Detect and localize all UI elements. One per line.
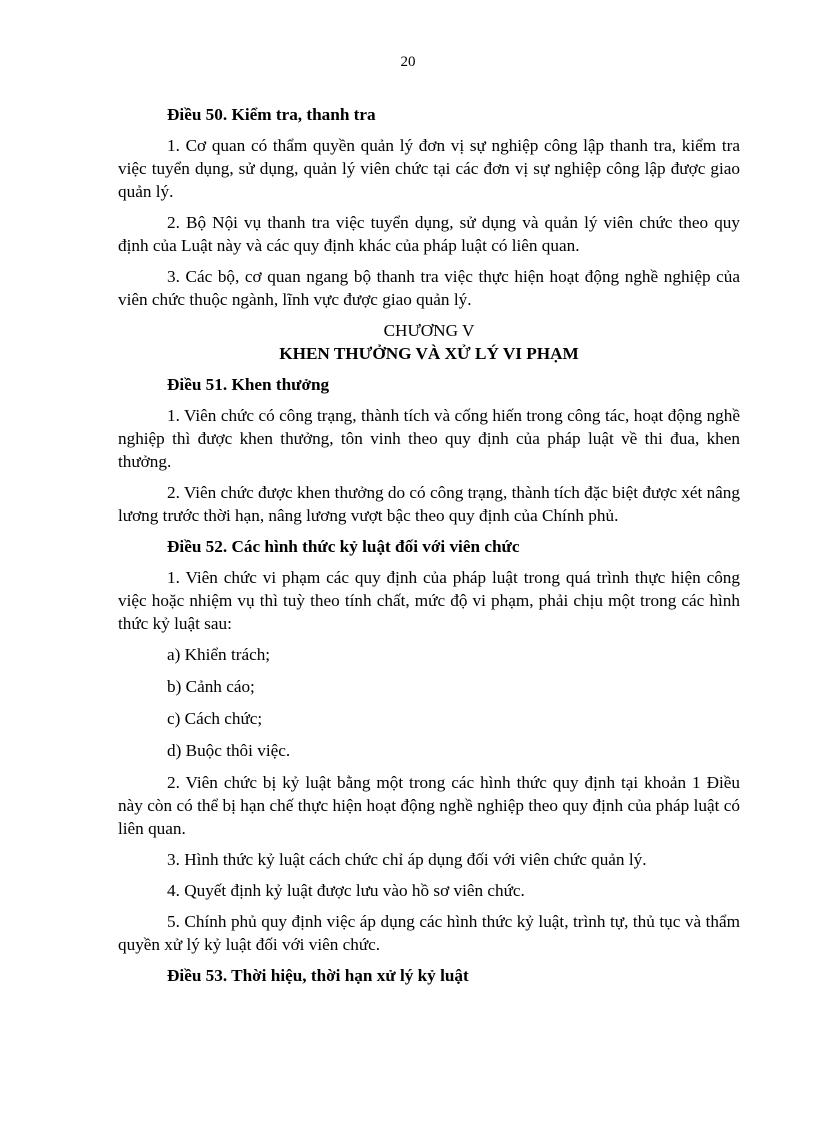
article-50-paragraph-1: 1. Cơ quan có thẩm quyền quản lý đơn vị sự nghiệp công lập thanh tra, kiểm tra việc tuyển dụng, sử dụng, quản lý viên chức tại các đơn vị sự nghiệp công lập được giao quản lý. — [118, 136, 740, 201]
article-52-item-c: c) Cách chức; — [167, 709, 263, 728]
article-50-paragraph-3: 3. Các bộ, cơ quan ngang bộ thanh tra việc thực hiện hoạt động nghề nghiệp của viên chức thuộc ngành, lĩnh vực được giao quản lý. — [118, 267, 740, 309]
document-body — [118, 103, 740, 995]
article-50-title: Điều 50. Kiểm tra, thanh tra — [167, 105, 376, 124]
article-52-intro: 1. Viên chức vi phạm các quy định của pháp luật trong quá trình thực hiện công việc hoặc nhiệm vụ thì tuỳ theo tính chất, mức độ vi phạm, phải chịu một trong các hình thức kỷ luật sau: — [118, 568, 740, 633]
article-52-paragraph-3: 3. Hình thức kỷ luật cách chức chỉ áp dụng đối với viên chức quản lý. — [167, 850, 647, 869]
chapter-number: CHƯƠNG V — [383, 321, 475, 340]
article-52-title: Điều 52. Các hình thức kỷ luật đối với viên chức — [167, 537, 520, 556]
article-50-paragraph-2: 2. Bộ Nội vụ thanh tra việc tuyển dụng, sử dụng và quản lý viên chức theo quy định của Luật này và các quy định khác của pháp luật có liên quan. — [118, 213, 740, 255]
chapter-title: KHEN THƯỞNG VÀ XỬ LÝ VI PHẠM — [279, 344, 579, 363]
article-52-paragraph-4: 4. Quyết định kỷ luật được lưu vào hồ sơ viên chức. — [167, 881, 525, 900]
article-52-item-b: b) Cảnh cáo; — [167, 677, 255, 696]
article-52-paragraph-5: 5. Chính phủ quy định việc áp dụng các hình thức kỷ luật, trình tự, thủ tục và thẩm quyền xử lý kỷ luật đối với viên chức. — [118, 912, 740, 954]
article-52-item-d: d) Buộc thôi việc. — [167, 741, 291, 760]
article-52-paragraph-2: 2. Viên chức bị kỷ luật bằng một trong các hình thức quy định tại khoản 1 Điều này còn có thể bị hạn chế thực hiện hoạt động nghề nghiệp theo quy định của pháp luật có liên quan. — [118, 773, 740, 838]
page-number: 20 — [400, 54, 416, 70]
article-51-paragraph-1: 1. Viên chức có công trạng, thành tích và cống hiến trong công tác, hoạt động nghề nghiệp thì được khen thưởng, tôn vinh theo quy định của pháp luật về thi đua, khen thưởng. — [118, 406, 740, 471]
article-51-paragraph-2: 2. Viên chức được khen thưởng do có công trạng, thành tích đặc biệt được xét nâng lương trước thời hạn, nâng lương vượt bậc theo quy định của Chính phủ. — [118, 483, 740, 525]
article-52-item-a: a) Khiển trách; — [167, 645, 271, 664]
article-51-title: Điều 51. Khen thưởng — [167, 375, 330, 394]
article-53-title: Điều 53. Thời hiệu, thời hạn xử lý kỷ luật — [167, 966, 469, 985]
